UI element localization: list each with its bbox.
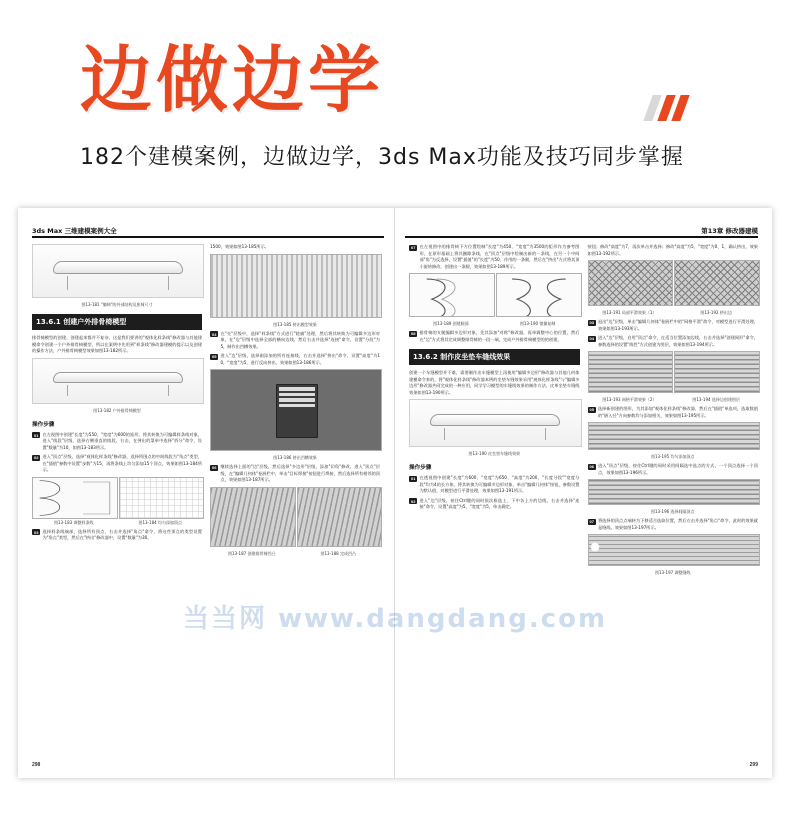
column-lead-text: 1500，效果如图13-185所示。: [210, 244, 269, 249]
book-spread: [18, 208, 772, 778]
step-text: 进入"边"层级，选择刚添加的所有连接线，右击并选择"挤出"命令，设置"高度"为10，"宽度"为5，进行反向挤出，效果如图13-186所示。: [220, 353, 380, 365]
step-number: 08: [411, 331, 416, 336]
figure-caption-pair: [210, 550, 380, 557]
figure-caption: 图13-195 均匀添加顶点: [651, 454, 695, 459]
step-item: [409, 498, 580, 511]
figure-caption: 图13-190 镜像复制: [519, 321, 556, 326]
figure-alternate-vertices: [588, 479, 761, 505]
figure-pair: [588, 260, 759, 306]
figure-extruded-model: [210, 254, 382, 318]
step-number: 07: [589, 519, 594, 524]
step-item: [588, 463, 759, 476]
step-item: [588, 518, 759, 531]
figure-add-vertices: [119, 477, 205, 519]
slash-decoration-icon: [648, 95, 685, 121]
step-item: [588, 335, 759, 348]
step-item: [588, 319, 759, 332]
figure-caption: 图13-196 选择间隔顶点: [651, 509, 695, 514]
figure-caption: 图13-183 调整样条线: [54, 519, 94, 525]
figure-pair: [588, 351, 759, 393]
watermark: 当当网 www.dangdang.com: [182, 604, 608, 634]
step-item: [210, 353, 380, 366]
step-item: [409, 330, 580, 343]
step-number: 03: [34, 529, 39, 535]
step-text: 退出"边"层级，单击"编辑几何体"卷展栏中的"网格平滑"命令，对模型进行平滑处理，效果如图13-193所示。: [597, 319, 758, 331]
step-text: 进入"顶点"层级，按住Ctrl键的同时采用间隔选中选点的方式，一个顶点选择一个顶点，效果如图13-196所示。: [597, 463, 758, 475]
section-heading-13-6-1: 13.6.1 创建户外排骨椅模型: [32, 314, 202, 330]
step-item: [588, 406, 759, 419]
step-item: [409, 475, 580, 495]
section-heading-13-6-2: 13.6.2 制作皮坐垫车缝线效果: [409, 349, 580, 365]
step-number: 06: [589, 464, 594, 469]
section-intro-text: 创建一个车缝模型并不难，需要制作出车缝模型上再使用"编辑多边形"修改器与其他几何体建模命令来的，将"观体化样条线"修改器本例的坐垫车缝效果采用"观体化样条线"与"编辑多边形"修改器共同完成的一种应用，同学学习模型的车缝线效果的制作方法。皮革坐垫车缝线效果如图13-190所示。: [409, 370, 580, 395]
figure-pair: [32, 477, 202, 526]
figure-caption: 图13-189 创建腿部: [433, 321, 469, 326]
step-number: 05: [212, 354, 217, 359]
right-page: [395, 208, 772, 778]
dialog-box: [276, 384, 319, 437]
step-text: 将选择的顶点点端转为下移适合选取位置，然后右击并选择"角点"命令，此时的效果就是缝线，效果如图13-197所示。: [597, 518, 758, 530]
figure-caption-pair: [588, 309, 759, 316]
figure-caption: 图13-197 调整缝线: [655, 570, 691, 575]
figure-caption: 图13-194 选择边创建图层: [692, 397, 740, 402]
figure-caption: 图13-192 挤出边: [700, 310, 732, 315]
banner-headline: 边做边学: [80, 38, 385, 122]
step-number: 02: [34, 455, 39, 460]
figure-caption: 图13-187 创建排骨椅凹凸: [228, 550, 276, 556]
right-running-head: 第13章 修改器建模: [701, 227, 758, 235]
banner-subheadline: 182个建模案例，边做边学，3ds Max功能及技巧同步掌握: [80, 145, 684, 170]
column-lead-text: 按钮；修改"高度"为7，再次单击并选择；修改"高度"为5，"宽度"为0、1，确认挤出，效果如图13-192所示。: [587, 244, 758, 256]
figure-caption-pair: [588, 396, 759, 403]
step-item: [210, 331, 380, 351]
step-item: [32, 529, 202, 542]
figure-caption: 图13-191 局部平滑效果（1）: [602, 310, 657, 315]
step-number: 01: [34, 432, 39, 438]
step-text: 选择样条线端部，选择所有顶点，右击并选择"角点"命令，将这些顶点的类型设置为"角点"类型，然后在"挤出"修改器中，设置"数量"为30。: [42, 528, 202, 540]
step-number: 03: [589, 320, 594, 325]
figure-mirror-copy: [496, 273, 582, 317]
figure-create-shape-from-edges: [674, 351, 760, 393]
left-header-rule: [32, 236, 384, 238]
steps-title: 操作步骤: [409, 465, 432, 471]
step-text: 进入"边"层级，按住Ctrl键的同时依次框选上、下中各上方的边线，右击并选择"连接"命令，设置"高度"为5，"宽度"为5，单击确定。: [419, 497, 580, 509]
figure-caption-pair: [409, 320, 580, 327]
step-number: 02: [411, 498, 416, 504]
steps-title: 操作步骤: [32, 421, 55, 428]
section-intro-text: 排骨椅模型的创建、创建起来都并不复杂，这是我们要讲的"观体化样条线"修改器与其他建模命令创建一个户外排骨椅模型，所以在案例中先用到"样条线"修改器建模的提示以及创建的操作方法，户外排骨椅模型效果如图13-182所示。: [32, 335, 202, 353]
figure-create-grooves: [210, 487, 296, 547]
step-item: [32, 432, 202, 452]
step-text: 在左视图中的排骨椅下方位置绘制"长度"为450、"宽度"为3500的矩形作为参考图形，在原形基础上将其删除条线，在"顶点"层级中绘制出新的一条线，在另一个中间部"角"为反选择，设置"插值"的"长度"为50，作用的一条腿，然后在"挤出"方式将其顶小旋转修改，创建出一条腿，效果如图13-189所示。: [419, 244, 580, 269]
step-item: [32, 454, 202, 474]
figure-pair: [210, 487, 380, 547]
step-item: [409, 244, 580, 270]
left-page-number: 298: [32, 762, 41, 768]
banner: [0, 0, 790, 200]
step-number: 05: [589, 407, 594, 412]
figure-local-smooth-1: [588, 260, 674, 306]
step-number: 04: [589, 336, 594, 341]
figure-extrude-edges: [674, 260, 760, 306]
left-column-1: [32, 244, 202, 750]
right-page-number: 299: [749, 762, 758, 768]
figure-caption: 图13-185 挤出模型效果: [273, 321, 317, 327]
step-text: 在左视图中创建"长度"为550、"宽度"为600的矩形，将其转换为可编辑样条线对象，进入"线段"层级，选择右侧垂直的线段，右击，在弹出的菜单中选择"拆分"命令，设置"数量"为10，如图13-183所示。: [42, 431, 202, 450]
left-running-head: 3ds Max 三维建模案例大全: [32, 227, 117, 235]
figure-caption: 图13-188 完成凹凸: [320, 550, 356, 556]
figure-caption: 图13-190 皮坐垫车缝线效果: [468, 451, 520, 456]
figure-create-leg: [409, 273, 495, 317]
step-number: 01: [411, 476, 416, 481]
right-header-rule: [405, 236, 758, 238]
figure-pair: [409, 273, 580, 317]
figure-outdoor-bench-model: [32, 358, 204, 404]
figure-seat-cushion-model: [409, 399, 582, 447]
step-text: 排骨椅的支腿编辑多边形对象，先其添加"对称"修改器，再单调整中心的位置，然后在"边"方式将其完成调整排骨椅的一段一端，完成户外排骨椅模型的的创建。: [419, 330, 580, 342]
step-number: 04: [212, 331, 217, 337]
figure-caption: 图13-193 网格平滑效果（2）: [602, 397, 657, 402]
figure-mesh-smooth-2: [588, 351, 674, 393]
figure-caption: 图13-184 均匀添加顶点: [138, 519, 182, 525]
left-page: [18, 208, 395, 778]
step-item: [210, 464, 380, 484]
figure-caption: 图13-181 "躺椅"的外部结构及座椅尺寸: [81, 302, 153, 307]
figure-caption: 图13-182 户外排骨椅模型: [93, 407, 141, 413]
right-column-2: [588, 244, 759, 750]
step-text: 在透视图中创建"长度"为600、"宽度"为650、"高度"为200、"长度分段""宽度分段"均为4的长方体，将其转换为可编辑多边形对象，单击"编辑几何体"按钮，参数设置为默认值，对模型进行平滑处理，效果如图13-191所示。: [419, 475, 580, 493]
step-text: 选择新创建的图形，为其添加"观体化样条线"修改器，然后在"插值"单选项，选取数值的"嵌入径"方向参数均与添加相关，效果如图13-195所示。: [597, 406, 758, 418]
right-column-1: [409, 244, 580, 750]
figure-spline-adjust: [32, 477, 118, 519]
left-column-2: [210, 244, 380, 750]
step-text: 在"壳"层级中，选择"样条线"方式进行"轮廓"处理，然后将其转换为可编辑多边形对象，在"边"层级中选择全部的横向边线，然后右击并选择"连接"命令，设置"分段"为5，制作出凹槽效果。: [220, 330, 380, 349]
figure-caption: 图13-186 挤出凹槽效果: [273, 455, 317, 460]
figure-connect-dialog: [210, 369, 382, 451]
step-number: 06: [212, 465, 217, 470]
step-text: 进入"顶点"层级，选择"观体化样条线"修改器，选择所围点的中间线段为"角点"类型，在"插值"参数中设置"步数"为15，再将条线上均匀添加15个顶点，效果如图13-184所示。: [42, 454, 202, 472]
step-number: 07: [411, 245, 416, 250]
figure-finish-grooves: [297, 487, 383, 547]
step-text: 进入"边"层级，启用"顶点"命令，在适当位置添加边线，右击并选择"创建网形"命令，参数选择的设置"线性"方式创建为图层，效果如图13-194所示。: [597, 335, 758, 347]
figure-uniform-vertices: [588, 422, 761, 450]
figure-chair-structure: [32, 244, 204, 298]
figure-adjusted-stitch: [588, 534, 761, 566]
step-text: 继续选择上面的"边"层级，然后选择"多边形"层级，添加"切角"修改，进入"顶点"层级，在"编辑几何体"卷展栏中，单击"目标焊接"按钮进行焊接，然后选择所有相邻的顶点，效果如图13-187所示。: [220, 464, 380, 482]
